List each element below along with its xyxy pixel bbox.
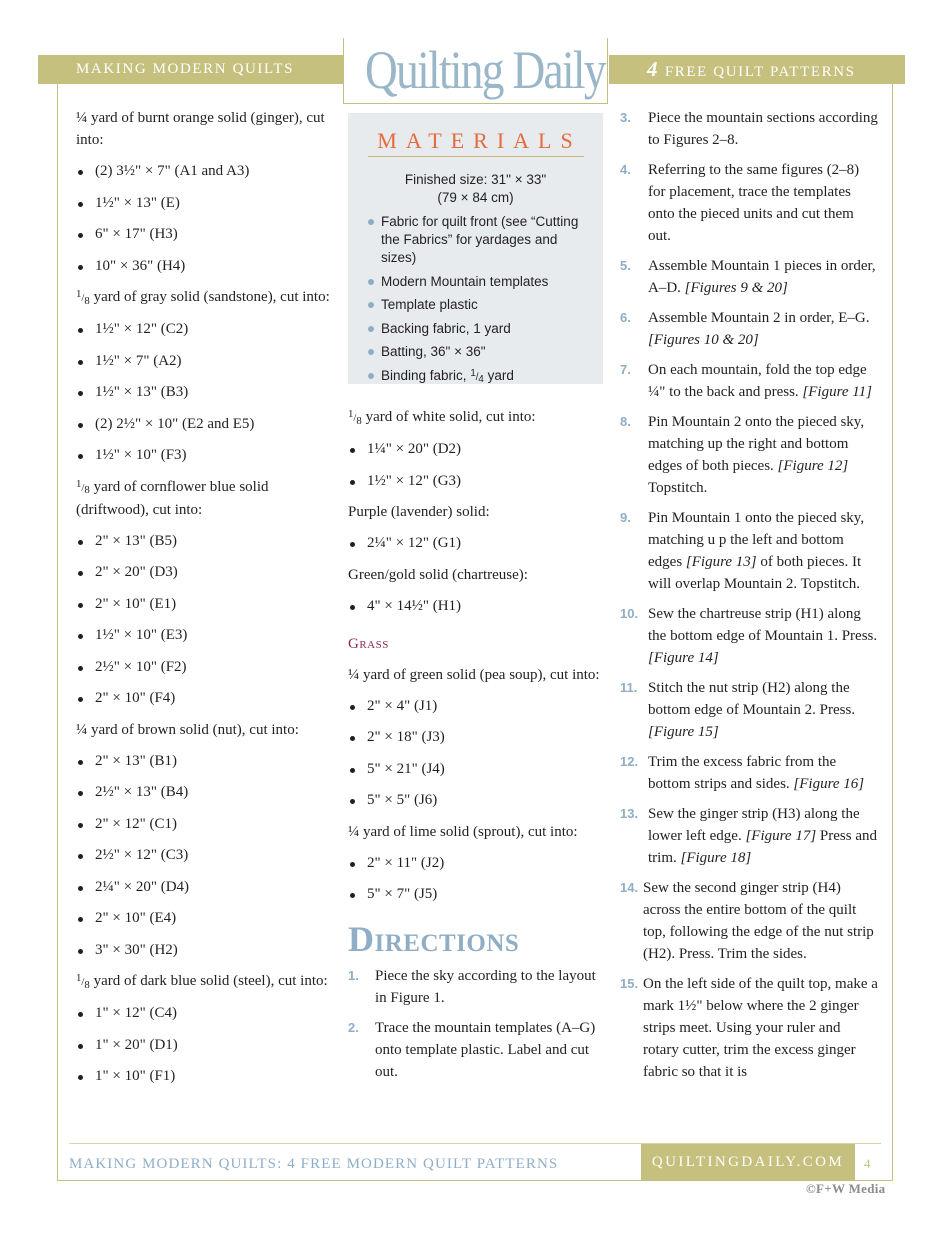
cut-item: 1½" × 10" (F3) [76,444,330,466]
cut-item: 1½" × 12" (C2) [76,318,330,340]
cut-item: 2" × 13" (B5) [76,530,330,552]
figure-reference: [Figure 15] [648,724,719,740]
cut-item: (2) 2½" × 10" (E2 and E5) [76,413,330,435]
cut-item: 4" × 14½" (H1) [348,595,604,617]
cut-list [76,530,330,710]
grass-heading: Grass [348,635,389,652]
copyright: ©F+W Media [806,1181,886,1196]
middle-column [348,406,604,1091]
step-item: 5. Assemble Mountain 1 pieces in order, A–D. [Figures 9 & 20] [620,255,878,299]
logo-box [343,38,608,104]
right-column [620,107,878,1091]
step-number: 7. [620,362,631,377]
step-number: 6. [620,310,631,325]
directions-heading: Directions [348,919,520,959]
finished-size [348,171,603,207]
step-item: 12. Trim the excess fabric from the bottom strips and sides. [Figure 16] [620,751,878,795]
left-column [76,107,330,1097]
fabric-intro: 1/8 yard of dark blue solid (steel), cut into: [76,972,328,991]
cut-list [76,750,330,961]
cut-list [348,695,604,812]
finished-size-imperial: Finished size: 31" × 33" [404,172,547,187]
quiltingdaily-link[interactable]: QUILTINGDAILY.COM [641,1144,855,1180]
cut-item: 5" × 7" (J5) [348,883,604,905]
materials-list [348,213,603,387]
fabric-intro: Purple (lavender) solid: [348,504,490,520]
cut-item: 2½" × 13" (B4) [76,781,330,803]
cut-list [76,318,330,466]
cut-item: 2½" × 10" (F2) [76,656,330,678]
figure-reference: [Figure 14] [648,650,719,666]
fabric-intro: 1/8 yard of gray solid (sandstone), cut into: [76,288,330,307]
finished-size-metric: (79 × 84 cm) [437,190,514,205]
cut-item: 10" × 36" (H4) [76,255,330,277]
cut-item: 2" × 12" (C1) [76,813,330,835]
header-left-text: MAKING MODERN QUILTS [76,61,295,77]
figure-reference: [Figure 12] [777,458,849,474]
header-right-text: FREE QUILT PATTERNS [664,64,856,80]
step-item: 14. Sew the second ginger strip (H4) across the entire bottom of the quilt top, following the edge of the nut strip (H2). Press. Trim the sides. [620,877,878,965]
figure-reference: [Figure 11] [802,384,873,400]
quilting-daily-logo: Quilting Daily [365,40,605,100]
frame-right-rule [892,84,893,1181]
cut-list [348,595,604,617]
step-item: 2. Trace the mountain templates (A–G) onto template plastic. Label and cut out. [348,1017,604,1083]
cut-item: 2" × 13" (B1) [76,750,330,772]
cut-item: 3" × 30" (H2) [76,939,330,961]
step-item: 9. Pin Mountain 1 onto the pieced sky, matching u p the left and bottom edges [Figure 13] of both pieces. It will overlap Mountain 2. Topstitch. [620,507,878,595]
figure-reference: [Figure 17] [745,828,817,844]
cut-list [348,532,604,554]
material-item-binding: Binding fabric, 1/4 yard [348,367,603,387]
cut-item: 2" × 20" (D3) [76,561,330,583]
fabric-intro: ¼ yard of burnt orange solid (ginger), cut into: [76,110,325,148]
cut-item: 2" × 10" (E1) [76,593,330,615]
fabric-intro: Green/gold solid (chartreuse): [348,566,528,583]
cut-item: 1¼" × 20" (D2) [348,438,604,460]
cut-item: 1" × 20" (D1) [76,1034,330,1056]
cut-list [348,438,604,492]
material-item: Fabric for quilt front (see “Cutting the Fabrics” for yardages and sizes) [348,213,603,267]
cut-item: 5" × 5" (J6) [348,789,604,811]
step-number: 10. [620,606,639,621]
step-item: 10. Sew the chartreuse strip (H1) along the bottom edge of Mountain 1. Press. [Figure 14] [620,603,878,669]
figure-reference: [Figures 10 & 20] [648,332,759,348]
page-number: 4 [864,1156,871,1171]
material-item: Batting, 36" × 36" [348,343,603,361]
cut-item: 5" × 21" (J4) [348,758,604,780]
cut-item: 2½" × 12" (C3) [76,844,330,866]
fabric-intro: 1/8 yard of cornflower blue solid (driftwood), cut into: [76,477,269,518]
step-number: 3. [620,110,631,125]
step-number: 2. [348,1020,359,1035]
step-item: 11. Stitch the nut strip (H2) along the bottom edge of Mountain 2. Press. [Figure 15] [620,677,878,743]
step-item: 8. Pin Mountain 2 onto the pieced sky, matching up the right and bottom edges of both pieces. [Figure 12] Topstitch. [620,411,878,499]
figure-reference: [Figure 13] [685,554,757,570]
step-number: 8. [620,414,631,429]
directions-steps-continued [620,107,878,1083]
step-item: 7. On each mountain, fold the top edge ¼" to the back and press. [Figure 11] [620,359,878,403]
cut-item: 1" × 12" (C4) [76,1002,330,1024]
frame-bottom-rule [57,1180,893,1181]
cut-item: 2" × 18" (J3) [348,726,604,748]
step-number: 4. [620,162,631,177]
cut-item: 2" × 11" (J2) [348,852,604,874]
cut-list [76,1002,330,1087]
step-item: 1. Piece the sky according to the layout in Figure 1. [348,965,604,1009]
step-number: 14. [620,880,639,895]
fabric-intro: 1/8 yard of white solid, cut into: [348,408,536,427]
step-number: 12. [620,754,639,769]
step-number: 15. [620,976,639,991]
fabric-intro: ¼ yard of green solid (pea soup), cut into: [348,666,600,683]
material-item: Template plastic [348,296,603,314]
figure-reference: [Figure 16] [793,776,865,792]
figure-reference: [Figure 18] [680,850,752,866]
cut-item: 2" × 4" (J1) [348,695,604,717]
frame-left-rule [57,84,58,1181]
cut-item: 1½" × 7" (A2) [76,350,330,372]
step-number: 11. [620,680,638,695]
step-number: 5. [620,258,631,273]
fabric-intro: ¼ yard of brown solid (nut), cut into: [76,721,299,738]
cut-item: 1½" × 13" (B3) [76,381,330,403]
cut-item: 6" × 17" (H3) [76,223,330,245]
header-band-right [609,55,905,84]
header-right-number: 4 [647,57,658,81]
header-band-left [38,55,344,84]
cut-list [76,160,330,277]
step-item: 13. Sew the ginger strip (H3) along the lower left edge. [Figure 17] Press and trim. [Figure 18] [620,803,878,869]
cut-item: 2¼" × 20" (D4) [76,876,330,898]
cut-item: 1" × 10" (F1) [76,1065,330,1087]
step-number: 13. [620,806,639,821]
step-item: 6. Assemble Mountain 2 in order, E–G. [Figures 10 & 20] [620,307,878,351]
material-item: Backing fabric, 1 yard [348,320,603,338]
cut-item: 1½" × 10" (E3) [76,624,330,646]
materials-divider [368,156,584,157]
directions-steps [348,965,604,1083]
footer-title: MAKING MODERN QUILTS: 4 FREE MODERN QUILT PATTERNS [69,1156,559,1172]
material-item: Modern Mountain templates [348,273,603,291]
materials-title: MATERIALS [377,128,582,153]
figure-reference: [Figures 9 & 20] [684,280,788,296]
step-number: 1. [348,968,359,983]
step-item: 3. Piece the mountain sections according to Figures 2–8. [620,107,878,151]
cut-item: 2¼" × 12" (G1) [348,532,604,554]
cut-item: 1½" × 13" (E) [76,192,330,214]
fabric-intro: ¼ yard of lime solid (sprout), cut into: [348,823,578,840]
materials-box [348,113,603,384]
cut-list [348,852,604,906]
cut-item: 2" × 10" (E4) [76,907,330,929]
cut-item: 1½" × 12" (G3) [348,470,604,492]
step-item: 4. Referring to the same figures (2–8) for placement, trace the templates onto the pieced units and cut them out. [620,159,878,247]
cut-item: 2" × 10" (F4) [76,687,330,709]
step-number: 9. [620,510,631,525]
cut-item: (2) 3½" × 7" (A1 and A3) [76,160,330,182]
step-item: 15. On the left side of the quilt top, make a mark 1½" below where the 2 ginger strips meet. Using your ruler and rotary cutter, trim the excess ginger fabric so that it is [620,973,878,1083]
